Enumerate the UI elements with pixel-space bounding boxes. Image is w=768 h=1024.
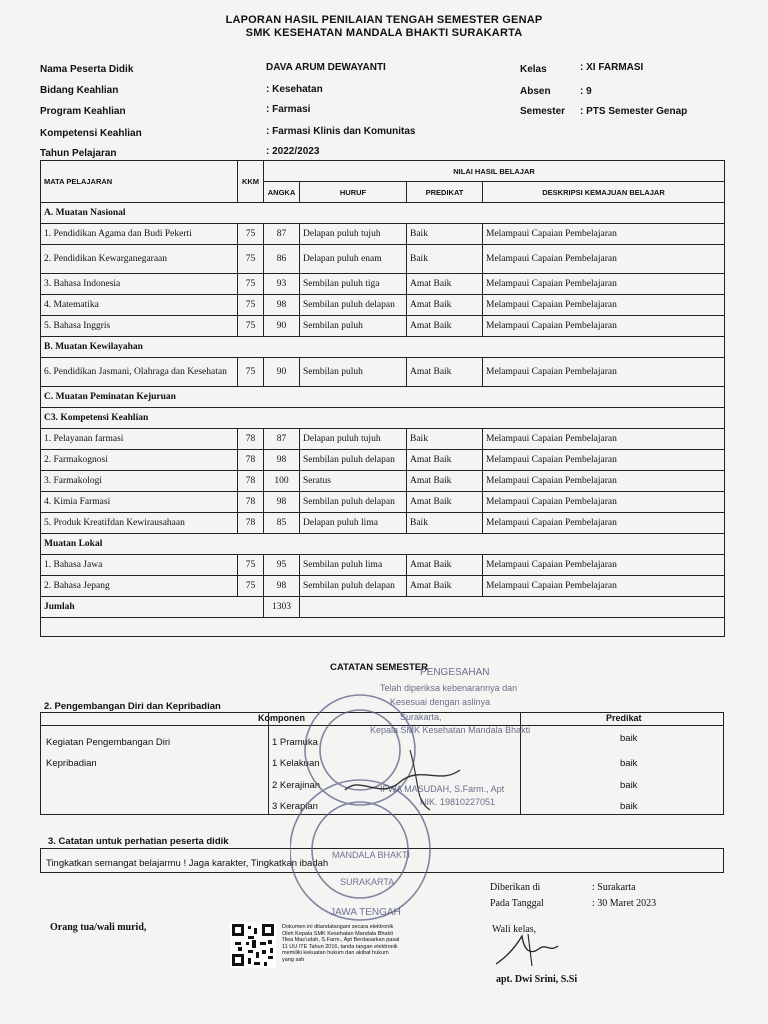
angka-cell: 98	[264, 450, 300, 471]
name-value: DAVA ARUM DEWAYANTI	[266, 62, 386, 73]
semester-label: Semester	[520, 106, 566, 117]
pengesahan-nik: NIK. 19810227051	[420, 797, 496, 807]
subject-cell: 3. Farmakologi	[41, 471, 238, 492]
report-title: LAPORAN HASIL PENILAIAN TENGAH SEMESTER GENAP	[225, 14, 543, 26]
grade-row	[41, 429, 725, 450]
dev-title: 2. Pengembangan Diri dan Kepribadian	[44, 701, 221, 712]
subject-cell: 1. Pendidikan Agama dan Budi Pekerti	[41, 224, 238, 245]
huruf-cell: Sembilan puluh delapan	[300, 492, 407, 513]
subject-cell: 6. Pendidikan Jasmani, Olahraga dan Kesehatan	[41, 358, 238, 387]
huruf-cell: Sembilan puluh delapan	[300, 576, 407, 597]
predikat-cell: Amat Baik	[407, 274, 483, 295]
pengesahan-line1: Telah diperiksa kebenarannya dan	[380, 683, 518, 693]
homeroom-label: Wali kelas,	[492, 924, 537, 935]
kkm-cell: 75	[238, 555, 264, 576]
grade-row	[41, 471, 725, 492]
subject-cell: 5. Bahasa Inggris	[41, 316, 238, 337]
subject-cell: 1. Pelayanan farmasi	[41, 429, 238, 450]
item-3: 2 Kerajinan	[272, 780, 321, 791]
school-title: SMK KESEHATAN MANDALA BHAKTI SURAKARTA	[245, 27, 523, 39]
predikat-cell: Baik	[407, 224, 483, 245]
predikat-cell: Amat Baik	[407, 576, 483, 597]
section-c: C. Muatan Peminatan Kejuruan	[41, 387, 725, 408]
kkm-cell: 78	[238, 429, 264, 450]
school-seal	[290, 690, 480, 940]
qr-code-icon	[230, 922, 276, 968]
year-label: Tahun Pelajaran	[40, 148, 117, 159]
desc-cell: Melampaui Capaian Pembelajaran	[483, 224, 725, 245]
header-group: NILAI HASIL BELAJAR	[264, 161, 725, 182]
catatan-title: CATATAN SEMESTER	[330, 662, 428, 673]
homeroom-signature	[488, 926, 578, 972]
subject-cell: 2. Pendidikan Kewarganegaraan	[41, 245, 238, 274]
huruf-cell: Delapan puluh tujuh	[300, 224, 407, 245]
grade-row	[41, 358, 725, 387]
dev-row-label: Kegiatan Pengembangan Diri	[46, 737, 171, 748]
desc-cell: Melampaui Capaian Pembelajaran	[483, 429, 725, 450]
section-lokal: Muatan Lokal	[41, 534, 725, 555]
pred-3: baik	[620, 780, 638, 791]
grade-row	[41, 224, 725, 245]
grade-row	[41, 316, 725, 337]
date-label: Pada Tanggal	[490, 898, 544, 909]
desc-cell: Melampaui Capaian Pembelajaran	[483, 295, 725, 316]
pengesahan-line3: Surakarta,	[400, 712, 442, 722]
header-angka: ANGKA	[264, 182, 300, 203]
angka-cell: 87	[264, 224, 300, 245]
desc-cell: Melampaui Capaian Pembelajaran	[483, 450, 725, 471]
angka-cell: 98	[264, 295, 300, 316]
predikat-cell: Amat Baik	[407, 471, 483, 492]
kkm-cell: 75	[238, 576, 264, 597]
desc-cell: Melampaui Capaian Pembelajaran	[483, 513, 725, 534]
jumlah-empty	[300, 597, 725, 618]
subject-cell: 2. Farmakognosi	[41, 450, 238, 471]
desc-cell: Melampaui Capaian Pembelajaran	[483, 358, 725, 387]
kkm-cell: 78	[238, 492, 264, 513]
huruf-cell: Sembilan puluh delapan	[300, 295, 407, 316]
note3-title: 3. Catatan untuk perhatian peserta didik	[48, 836, 229, 847]
given-value: : Surakarta	[592, 882, 636, 893]
homeroom-name: apt. Dwi Srini, S.Si	[496, 974, 578, 985]
angka-cell: 90	[264, 316, 300, 337]
note3-text: Tingkatkan semangat belajarmu ! Jaga karakter, Tingkatkan ibadah	[46, 858, 329, 869]
grade-row	[41, 450, 725, 471]
program-label: Program Keahlian	[40, 106, 126, 117]
jumlah-value: 1303	[264, 597, 300, 618]
angka-cell: 100	[264, 471, 300, 492]
subject-cell: 3. Bahasa Indonesia	[41, 274, 238, 295]
predikat-cell: Baik	[407, 429, 483, 450]
jumlah-label: Jumlah	[41, 597, 264, 618]
class-value: : XI FARMASI	[580, 62, 644, 73]
kkm-cell: 75	[238, 245, 264, 274]
kkm-cell: 78	[238, 450, 264, 471]
section-a: A. Muatan Nasional	[41, 203, 725, 224]
grade-row	[41, 513, 725, 534]
pengesahan-line4: Kepala SMK Kesehatan Mandala Bhakti	[370, 725, 531, 735]
grades-table	[40, 160, 725, 637]
angka-cell: 98	[264, 576, 300, 597]
grade-row	[41, 555, 725, 576]
huruf-cell: Sembilan puluh delapan	[300, 450, 407, 471]
item-4: 3 Kerapian	[272, 801, 318, 812]
personality-row-label: Kepribadian	[46, 758, 97, 769]
header-huruf: HURUF	[300, 182, 407, 203]
field-value: : Kesehatan	[266, 84, 323, 95]
desc-cell: Melampaui Capaian Pembelajaran	[483, 316, 725, 337]
angka-cell: 85	[264, 513, 300, 534]
competency-label: Kompetensi Keahlian	[40, 128, 142, 139]
pengesahan-name: IFWA MASUDAH, S.Farm., Apt	[380, 784, 505, 794]
pred-2: baik	[620, 758, 638, 769]
desc-cell: Melampaui Capaian Pembelajaran	[483, 492, 725, 513]
desc-cell: Melampaui Capaian Pembelajaran	[483, 555, 725, 576]
item-2: 1 Kelakuan	[272, 758, 320, 769]
section-b: B. Muatan Kewilayahan	[41, 337, 725, 358]
komponen-header: Komponen	[258, 713, 305, 723]
huruf-cell: Delapan puluh lima	[300, 513, 407, 534]
semester-value: : PTS Semester Genap	[580, 106, 688, 117]
absen-label: Absen	[520, 86, 551, 97]
huruf-cell: Seratus	[300, 471, 407, 492]
predikat-cell: Amat Baik	[407, 555, 483, 576]
angka-cell: 98	[264, 492, 300, 513]
blank-row	[41, 618, 725, 637]
grade-row	[41, 245, 725, 274]
predikat-cell: Baik	[407, 513, 483, 534]
pred-1: baik	[620, 733, 638, 744]
huruf-cell: Sembilan puluh lima	[300, 555, 407, 576]
grade-row	[41, 576, 725, 597]
predikat-header: Predikat	[606, 713, 642, 723]
kkm-cell: 78	[238, 513, 264, 534]
predikat-cell: Amat Baik	[407, 316, 483, 337]
grade-row	[41, 492, 725, 513]
svg-text:SURAKARTA: SURAKARTA	[340, 877, 395, 887]
predikat-cell: Baik	[407, 245, 483, 274]
grade-row	[41, 295, 725, 316]
angka-cell: 90	[264, 358, 300, 387]
subject-cell: 4. Matematika	[41, 295, 238, 316]
huruf-cell: Sembilan puluh	[300, 358, 407, 387]
kkm-cell: 78	[238, 471, 264, 492]
kkm-cell: 75	[238, 316, 264, 337]
subject-cell: 2. Bahasa Jepang	[41, 576, 238, 597]
subject-cell: 5. Produk Kreatifdan Kewirausahaan	[41, 513, 238, 534]
program-value: : Farmasi	[266, 104, 311, 115]
header-deskripsi: DESKRIPSI KEMAJUAN BELAJAR	[483, 182, 725, 203]
parent-label: Orang tua/wali murid,	[50, 922, 147, 933]
predikat-cell: Amat Baik	[407, 492, 483, 513]
predikat-cell: Amat Baik	[407, 450, 483, 471]
desc-cell: Melampaui Capaian Pembelajaran	[483, 245, 725, 274]
subject-cell: 1. Bahasa Jawa	[41, 555, 238, 576]
pred-4: baik	[620, 801, 638, 812]
svg-text:JAWA TENGAH: JAWA TENGAH	[330, 907, 401, 918]
given-label: Diberikan di	[490, 882, 541, 893]
desc-cell: Melampaui Capaian Pembelajaran	[483, 576, 725, 597]
grade-row	[41, 274, 725, 295]
huruf-cell: Delapan puluh enam	[300, 245, 407, 274]
predikat-cell: Amat Baik	[407, 295, 483, 316]
desc-cell: Melampaui Capaian Pembelajaran	[483, 274, 725, 295]
header-predikat: PREDIKAT	[407, 182, 483, 203]
angka-cell: 86	[264, 245, 300, 274]
kkm-cell: 75	[238, 224, 264, 245]
svg-text:MANDALA BHAKTI: MANDALA BHAKTI	[332, 850, 411, 860]
kkm-cell: 75	[238, 358, 264, 387]
competency-value: : Farmasi Klinis dan Komunitas	[266, 126, 416, 137]
item-1: 1 Pramuka	[272, 737, 318, 748]
huruf-cell: Sembilan puluh	[300, 316, 407, 337]
angka-cell: 93	[264, 274, 300, 295]
kkm-cell: 75	[238, 295, 264, 316]
huruf-cell: Delapan puluh tujuh	[300, 429, 407, 450]
pengesahan-title: PENGESAHAN	[420, 667, 490, 678]
header-subject: MATA PELAJARAN	[41, 161, 238, 203]
angka-cell: 95	[264, 555, 300, 576]
date-value: : 30 Maret 2023	[592, 898, 657, 909]
qr-caption: Dokumen ini ditandatangani secara elektronik Oleh Kepala SMK Kesehatan Mandala Bhakti 'Ifwa Mas'udah, S.Farm., Apt Berdasarkan pasal 11 UU ITE Tahun 2016, tanda tangan elektronik memiliki kekuatan hukum dan akibat hukum yang sah	[282, 924, 400, 963]
class-label: Kelas	[520, 64, 547, 75]
absen-value: : 9	[580, 86, 592, 97]
angka-cell: 87	[264, 429, 300, 450]
year-value: : 2022/2023	[266, 146, 320, 157]
subject-cell: 4. Kimia Farmasi	[41, 492, 238, 513]
predikat-cell: Amat Baik	[407, 358, 483, 387]
section-c3: C3. Kompetensi Keahlian	[41, 408, 725, 429]
kkm-cell: 75	[238, 274, 264, 295]
header-kkm: KKM	[238, 161, 264, 203]
name-label: Nama Peserta Didik	[40, 64, 134, 75]
field-label: Bidang Keahlian	[40, 85, 119, 96]
desc-cell: Melampaui Capaian Pembelajaran	[483, 471, 725, 492]
huruf-cell: Sembilan puluh tiga	[300, 274, 407, 295]
pengesahan-line2: Kesesuai dengan aslinya	[390, 697, 491, 707]
